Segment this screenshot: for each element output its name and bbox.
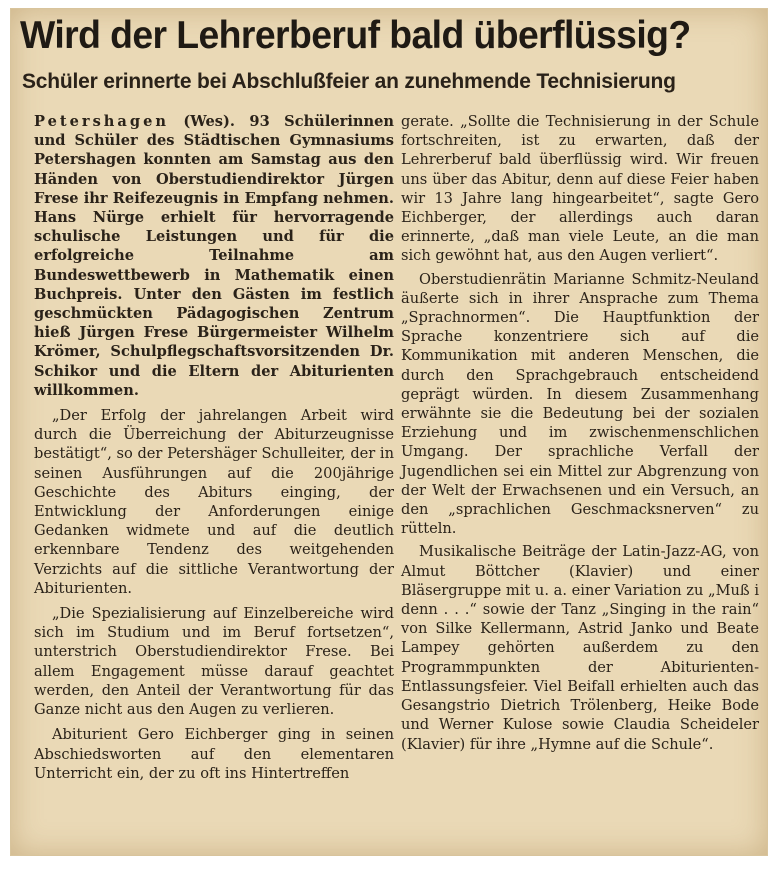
paragraph-6: Oberstudienrätin Marianne Schmitz-Neuland äußerte sich in ihrer Ansprache zum Thema „Sprachnormen“. Die Hauptfunktion der Sprache konzentriere sich auf die Kommunikation mit anderen Menschen, die durch den Sprachgebrauch entscheidend geprägt würden. In diesem Zusammenhang erwähnte sie die Bedeutung bei der sozialen Erziehung und im zwischenmenschlichen Umgang. Der sprachliche Verfall der Jugendlichen sei ein Mittel zur Abgrenzung von der Welt der Erwachsenen und ein Versuch, an den „sprachlichen Geschmacksnerven“ zu rütteln. (401, 270, 759, 538)
paragraph-2: „Der Erfolg der jahrelangen Arbeit wird durch die Überreichung der Abiturzeugnisse bestätigt“, so der Petershäger Schulleiter, der in seinen Ausführungen auf die 200jährige Geschichte des Abiturs einging, der Entwicklung der Anforderungen einige Gedanken widmete und auf die deutlich erkennbare Tendenz des weitgehenden Verzichts auf die sittliche Verantwortung der Abiturienten. (34, 407, 394, 597)
dateline: Petershagen (34, 113, 169, 130)
article-column-left (34, 112, 394, 783)
paragraph-4: Abiturient Gero Eichberger ging in seinen Abschiedsworten auf den elementaren Unterricht ein, der zu oft ins Hintertreffen (34, 726, 394, 782)
subheadline: Schüler erinnerte bei Abschlußfeier an zunehmende Technisierung (22, 70, 676, 93)
headline: Wird der Lehrerberuf bald überflüssig? (20, 14, 691, 57)
paragraph-5: gerate. „Sollte die Technisierung in der Schule fortschreiten, ist zu erwarten, daß der Lehrerberuf bald überflüssig wird. Wir freuen uns über das Abitur, denn auf diese Feier haben wir 13 Jahre lang hingearbeitet“, sagte Gero Eichberger, der allerdings auch daran erinnerte, „daß man viele Leute, an die man sich gewöhnt hat, aus den Augen verliert“. (401, 113, 759, 265)
paragraph-7: Musikalische Beiträge der Latin-Jazz-AG, von Almut Böttcher (Klavier) und einer Bläsergruppe mit u. a. einer Variation zu „Muß i denn . . .“ sowie der Tanz „Singing in the rain“ von Silke Kellermann, Astrid Janko und Beate Lampey gehörten außerdem zu den Programmpunkten der Abiturienten-Entlassungsfeier. Viel Beifall erhielten auch das Gesangstrio Dietrich Trölenberg, Heike Bode und Werner Kulose sowie Claudia Scheideler (Klavier) für ihre „Hymne auf die Schule“. (401, 543, 759, 753)
paragraph-3: „Die Spezialisierung auf Einzelbereiche wird sich im Studium und im Beruf fortsetzen“, unterstrich Oberstudiendirektor Frese. Bei allem Engagement müsse darauf geachtet werden, den Anteil der Verantwortung für das Ganze nicht aus den Augen zu verlieren. (34, 605, 394, 719)
lead-text: (Wes). 93 Schülerinnen und Schüler des Städtischen Gymnasiums Petershagen konnten am Samstag aus den Händen von Oberstudiendirektor Jürgen Frese ihr Reifezeugnis in Empfang nehmen. Hans Nürge erhielt für hervorragende schulische Leistungen und für die erfolgreiche Teilnahme am Bundeswettbewerb in Mathematik einen Buchpreis. Unter den Gästen im festlich geschmückten Pädagogischen Zentrum hieß Jürgen Frese Bürgermeister Wilhelm Krömer, Schulpflegschaftsvorsitzenden Dr. Schikor und die Eltern der Abiturienten willkommen. (34, 113, 394, 399)
lead-paragraph (34, 112, 394, 400)
article-column-right (401, 112, 759, 754)
